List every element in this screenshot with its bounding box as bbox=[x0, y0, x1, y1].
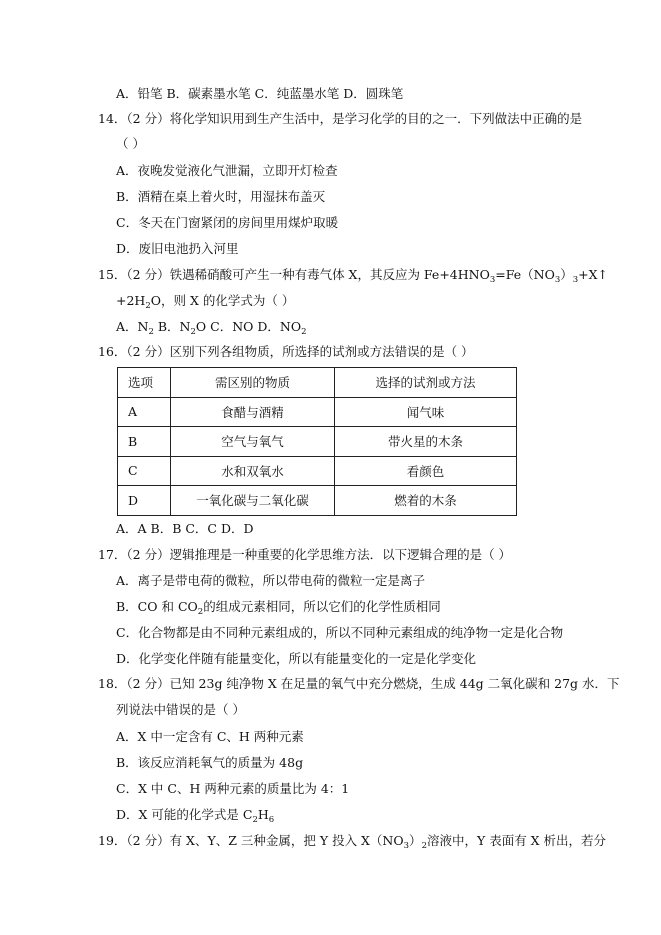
table-cell: 水和双氧水 bbox=[171, 456, 335, 486]
q17-option-a: A．离子是带电荷的微粒，所以带电荷的微粒一定是离子 bbox=[116, 573, 426, 588]
q14-paren: （ ） bbox=[116, 136, 145, 151]
q15-options: A．$N_2$ B．$N_2O$ C．NO D．$NO_2$ bbox=[116, 319, 307, 337]
q18-option-b: B．该反应消耗氧气的质量为 48g bbox=[116, 755, 304, 770]
q14-stem: 14．（2 分）将化学知识用到生产生活中，是学习化学的目的之一．下列做法中正确的是 bbox=[98, 111, 583, 126]
table-cell: 闻气味 bbox=[335, 397, 517, 427]
q18-stem-continued: 列说法中错误的是（ ） bbox=[116, 702, 245, 717]
table-row bbox=[118, 486, 517, 516]
q17-option-c: C．化合物都是由不同种元素组成的，所以不同种元素组成的纯净物一定是化合物 bbox=[116, 625, 564, 640]
table-row bbox=[118, 427, 517, 457]
q15-stem-continued: $+2H_2O$，则 X 的化学式为（ ） bbox=[116, 293, 295, 311]
q14-option-c: C．冬天在门窗紧闭的房间里用煤炉取暖 bbox=[116, 215, 339, 230]
q18-option-c: C．X 中 C、H 两种元素的质量比为 4：1 bbox=[116, 781, 350, 796]
table-row bbox=[118, 397, 517, 427]
table-cell: 空气与氧气 bbox=[171, 427, 335, 457]
q16-table bbox=[117, 367, 517, 516]
table-cell: 看颜色 bbox=[335, 456, 517, 486]
table-header-cell: 选择的试剂或方法 bbox=[335, 368, 517, 398]
q17-option-b: B．CO 和 $CO_2$的组成元素相同，所以它们的化学性质相同 bbox=[116, 599, 441, 617]
q18-option-d: D．X 可能的化学式是 $C_2H_6$ bbox=[116, 807, 275, 825]
q16-options: A．A B．B C．C D．D bbox=[116, 521, 254, 536]
q17-stem: 17．（2 分）逻辑推理是一种重要的化学思维方法．以下逻辑合理的是（ ） bbox=[98, 547, 512, 562]
table-cell: 食醋与酒精 bbox=[171, 397, 335, 427]
q18-stem: 18．（2 分）已知 23g 纯净物 X 在足量的氧气中充分燃烧，生成 44g 二氧化碳和 27g 水．下 bbox=[98, 676, 620, 691]
q14-option-a: A．夜晚发觉液化气泄漏，立即开灯检查 bbox=[116, 163, 338, 178]
table-row bbox=[118, 456, 517, 486]
q15-stem: 15．（2 分）铁遇稀硝酸可产生一种有毒气体 X，其反应为 $Fe+4HNO_3=Fe(NO_3)_3+X↑$ bbox=[98, 267, 609, 285]
table-cell: C bbox=[118, 456, 171, 486]
q13-options: A．铅笔 B．碳素墨水笔 C．纯蓝墨水笔 D．圆珠笔 bbox=[116, 86, 404, 101]
q14-option-b: B．酒精在桌上着火时，用湿抹布盖灭 bbox=[116, 189, 326, 204]
table-cell: 燃着的木条 bbox=[335, 486, 517, 516]
table-cell: D bbox=[118, 486, 171, 516]
table-cell: A bbox=[118, 397, 171, 427]
table-cell: 一氧化碳与二氧化碳 bbox=[171, 486, 335, 516]
table-header-cell: 选项 bbox=[118, 368, 171, 398]
table-header-cell: 需区别的物质 bbox=[171, 368, 335, 398]
table-cell: B bbox=[118, 427, 171, 457]
q19-stem: 19．（2 分）有 X、Y、Z 三种金属，把 Y 投入 $X(NO_3)_2$溶液中，Y 表面有 X 析出，若分 bbox=[98, 833, 607, 851]
table-header-row bbox=[118, 368, 517, 398]
q14-option-d: D．废旧电池扔入河里 bbox=[116, 241, 239, 256]
q18-option-a: A．X 中一定含有 C、H 两种元素 bbox=[116, 729, 304, 744]
table-cell: 带火星的木条 bbox=[335, 427, 517, 457]
q16-stem: 16．（2 分）区别下列各组物质，所选择的试剂或方法错误的是（ ） bbox=[98, 344, 474, 359]
q17-option-d: D．化学变化伴随有能量变化，所以有能量变化的一定是化学变化 bbox=[116, 651, 477, 666]
